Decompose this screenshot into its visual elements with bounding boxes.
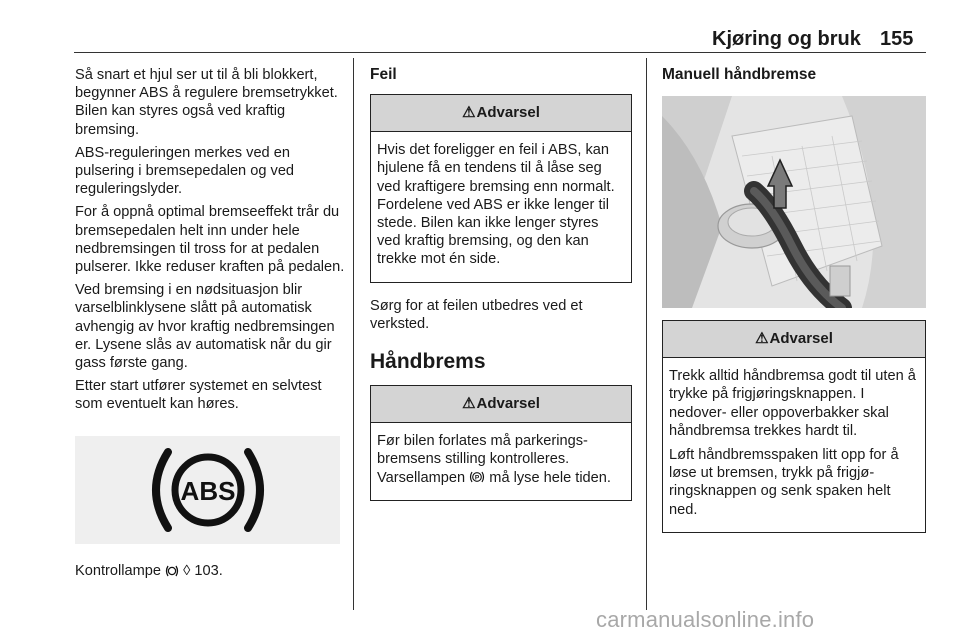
warning-box-abs-fault xyxy=(370,94,632,282)
column-2 xyxy=(370,66,632,515)
handbrake-lever-illustration xyxy=(662,96,926,308)
paragraph: Sørg for at feilen utbedres ved et verksted. xyxy=(370,297,583,332)
section-heading-handbrems: Håndbrems xyxy=(370,350,486,374)
warning-title: Advarsel xyxy=(476,395,540,413)
abs-lamp-icon xyxy=(138,442,278,538)
page-reference-icon: ◊ xyxy=(183,562,191,579)
warning-header xyxy=(663,321,925,358)
warning-text-part: må lyse hele tiden. xyxy=(489,469,611,486)
warning-triangle-icon: ⚠ xyxy=(462,395,476,413)
handbrake-illustration-icon xyxy=(662,96,926,308)
warning-triangle-icon: ⚠ xyxy=(462,104,476,122)
column-3 xyxy=(662,66,926,547)
paragraph: Etter start utfører systemet en selvtest som eventuelt kan høres. xyxy=(75,378,322,413)
caption-text: Kontrollampe xyxy=(75,562,161,579)
section-heading-manual-handbrake: Manuell håndbremse xyxy=(662,66,817,83)
warning-header xyxy=(371,386,631,423)
page-number: 155 xyxy=(880,28,914,50)
paragraph: Ved bremsing i en nødsituasjon blir varselblinklysene slått på automatisk avhengig av hvor kraftig nedbremsingen er. Lysene slås av automatisk når du gir gass første gang. xyxy=(75,282,335,372)
figure-caption xyxy=(75,562,345,580)
caption-page-ref[interactable]: 103. xyxy=(194,562,223,579)
warning-box-handbrake xyxy=(662,320,926,533)
warning-triangle-icon: ⚠ xyxy=(755,330,769,348)
warning-title: Advarsel xyxy=(769,330,833,348)
warning-text xyxy=(377,432,625,487)
warning-body xyxy=(663,358,925,532)
running-header-title: Kjøring og bruk xyxy=(712,28,861,50)
paragraph: ABS-reguleringen merkes ved en pulsering i bremsepedalen og ved reguleringslyder. xyxy=(75,144,295,198)
warning-header xyxy=(371,95,631,132)
warning-text-part: Før bilen forlates må parkeringsbremsens stilling kontrolleres. Varsellampen xyxy=(377,433,588,486)
abs-warning-lamp-figure xyxy=(75,436,340,544)
column-divider-1 xyxy=(353,58,354,610)
warning-body xyxy=(371,423,631,500)
abs-small-icon xyxy=(165,565,179,577)
svg-text:P: P xyxy=(475,474,480,482)
column-1 xyxy=(75,66,345,585)
paragraph: Så snart et hjul ser ut til å bli blokkert, begynner ABS å regulere bremsetrykket. Bilen kan styres også ved kraftig bremsing. xyxy=(75,67,338,138)
warning-box-parking-brake xyxy=(370,385,632,501)
parking-brake-lamp-icon xyxy=(469,470,485,484)
abs-icon-text: ABS xyxy=(180,475,235,506)
warning-text: Trekk alltid håndbremsa godt til uten å trykke på frigjøringsknappen. I nedover- eller oppoverbakker skal håndbremsa trekkes hardt til. xyxy=(669,368,916,439)
warning-text: Løft håndbremsspaken litt opp for å løse ut bremsen, trykk på frigjøringsknappen og senk spaken helt ned. xyxy=(669,447,899,518)
paragraph: For å oppnå optimal bremseeffekt trår du bremsepedalen helt inn under hele nedbremsingen til tross for at pedalen pulserer. Ikke reduser kraften på pedalen. xyxy=(75,204,345,276)
warning-text: Hvis det foreligger en feil i ABS, kan hjulene få en tendens til å låse seg ved kraftigere bremsing enn normalt. Fordelene ved ABS er ikke lenger til stede. Bilen kan ikke lenger styres ved kraftig bremsing, og den kan trekke mot én side. xyxy=(377,142,615,268)
column-divider-2 xyxy=(646,58,647,610)
header-rule xyxy=(74,52,926,53)
warning-title: Advarsel xyxy=(476,104,540,122)
section-heading-feil: Feil xyxy=(370,66,397,83)
warning-body xyxy=(371,132,631,281)
watermark: carmanualsonline.info xyxy=(596,607,815,632)
